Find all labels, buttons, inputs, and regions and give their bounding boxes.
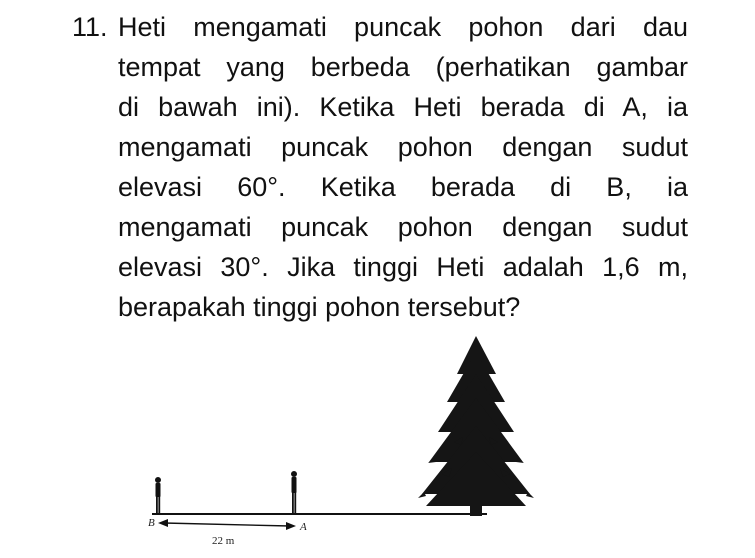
person-at-a	[291, 471, 297, 514]
person-at-b	[155, 477, 161, 514]
question-line-1: Heti mengamati puncak pohon dari dau	[118, 12, 688, 42]
question-number: 11.	[72, 12, 108, 42]
question-line-6: mengamati puncak pohon dengan sudut	[118, 212, 688, 242]
distance-label: 22 m	[212, 535, 235, 547]
pine-tree	[418, 336, 534, 516]
figure-drawing	[112, 334, 552, 556]
question-line-8: berapakah tinggi pohon tersebut?	[118, 292, 521, 322]
question-line-7: elevasi 30°. Jika tinggi Heti adalah 1,6 m,	[118, 252, 688, 282]
label-b: B	[148, 517, 155, 529]
question-line-4: mengamati puncak pohon dengan sudut	[118, 132, 688, 162]
question-line-2: tempat yang berbeda (perhatikan gambar	[118, 52, 688, 82]
question-line-3: di bawah ini). Ketika Heti berada di A, ia	[118, 92, 688, 122]
distance-arrow	[158, 519, 296, 530]
question-line-5: elevasi 60°. Ketika berada di B, ia	[118, 172, 688, 202]
label-a: A	[300, 521, 307, 533]
tree-elevation-figure	[112, 334, 552, 556]
